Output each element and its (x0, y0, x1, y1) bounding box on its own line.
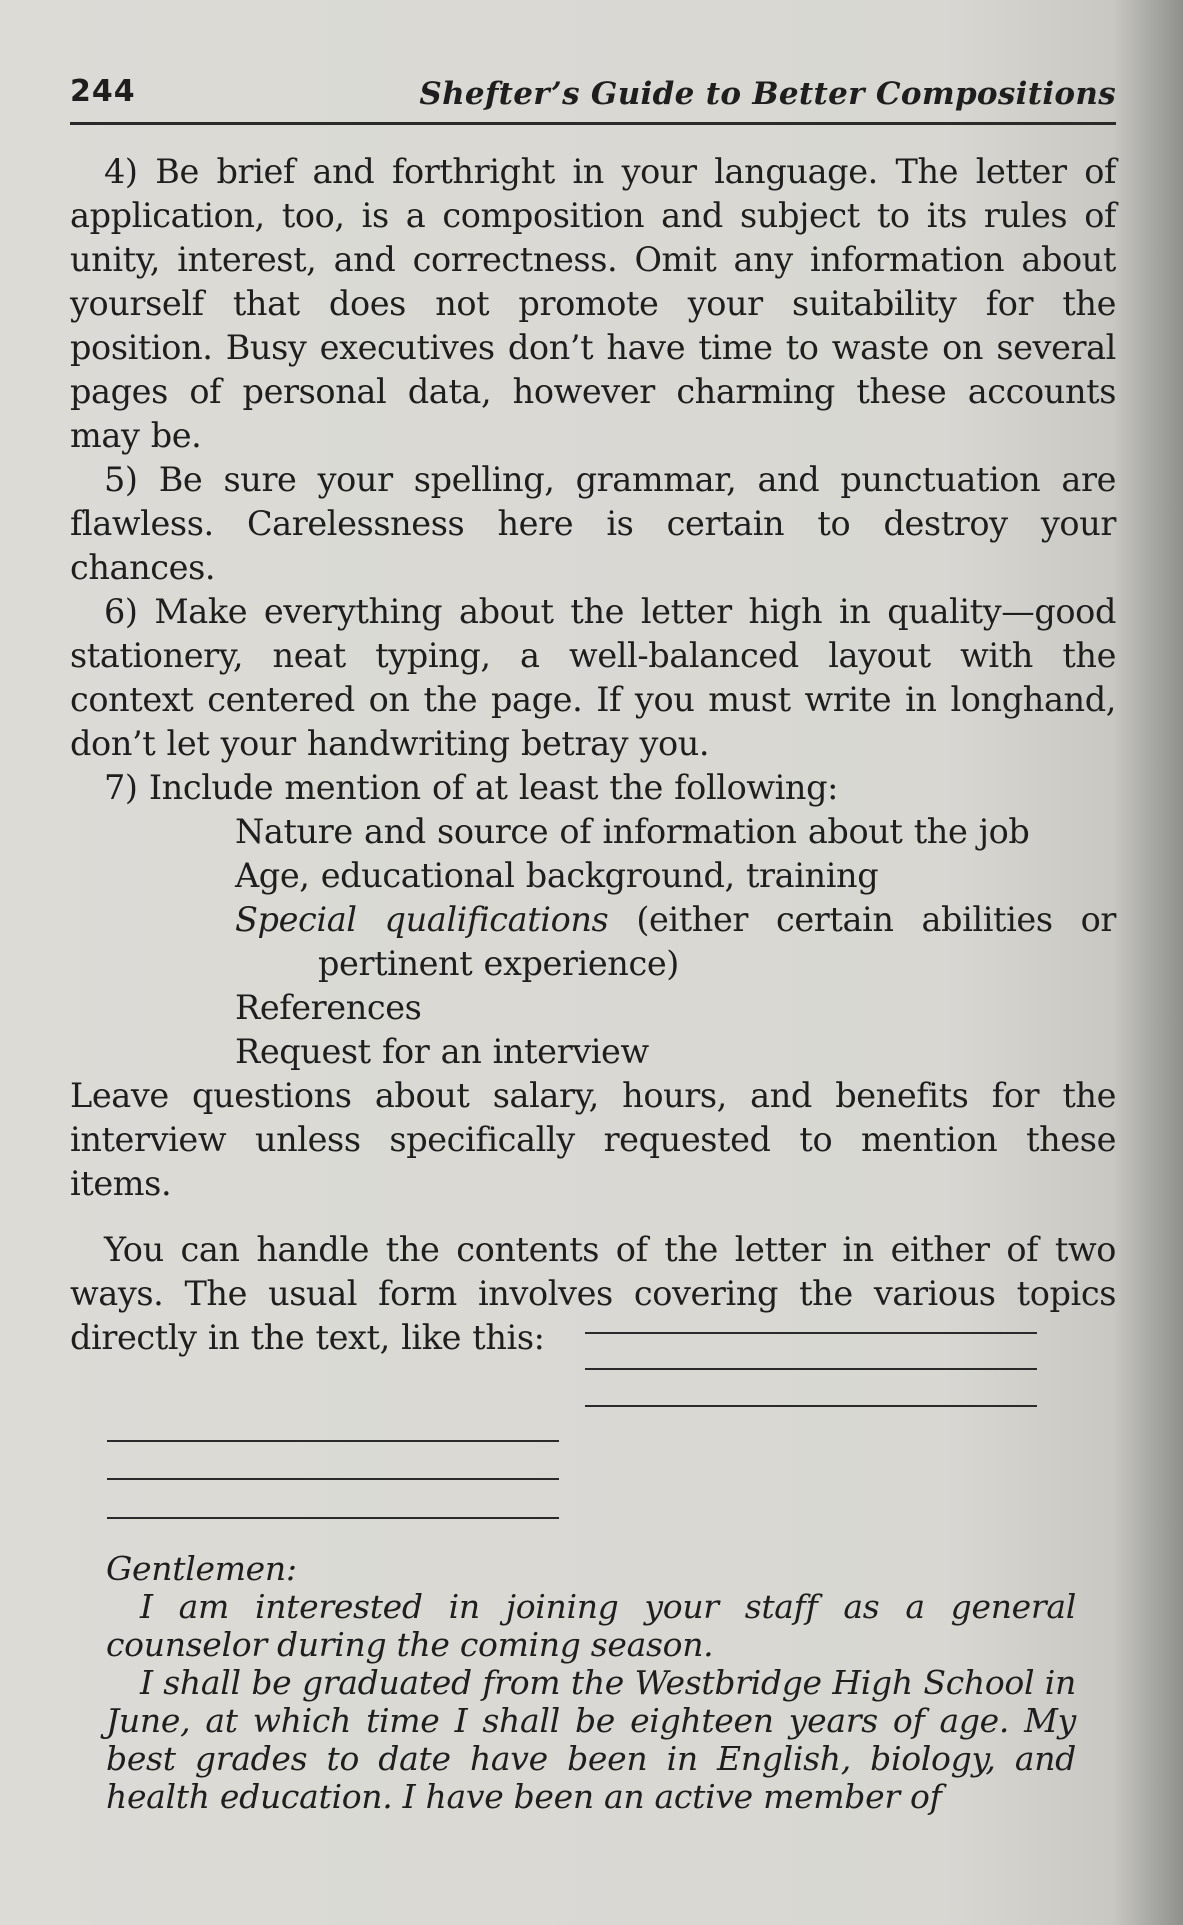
letter-paragraph-2: I shall be graduated from the Westbridge High School in June, at which time I shall be eighteen years of age. My best grades to date have been in English, biology, and health education. I have been an active member of (106, 1663, 1076, 1816)
paragraph-item-4: 4) Be brief and forthright in your language. The letter of application, too, is a composition and subject to its rules of unity, interest, and correctness. Omit any information about yourself that does not promote your suitability for the position. Busy executives don’t have time to waste on several pages of personal data, however charming these accounts may be. (70, 152, 1116, 455)
paragraph-item-7: 7) Include mention of at least the following: (104, 768, 839, 807)
inside-address-blank-line-1 (107, 1440, 559, 1442)
body-text (70, 150, 1116, 1360)
list-item-special (70, 898, 1116, 942)
inside-address-blank-line-3 (107, 1517, 559, 1519)
paragraph-item-6: 6) Make everything about the letter high in quality—good stationery, neat typing, a well-balanced layout with the context centered on the page. If you must write in longhand, don’t let your handwriting betray you. (70, 592, 1116, 763)
page-header (70, 70, 1116, 125)
heading-blank-line-1 (585, 1332, 1037, 1334)
special-qualifications-detail: (either certain abilities or (608, 900, 1116, 939)
inside-address-blank-line-2 (107, 1478, 559, 1480)
list-item-request: Request for an interview (235, 1032, 649, 1071)
heading-blank-line-3 (585, 1405, 1037, 1407)
list-item-special-continued: pertinent experience) (318, 944, 679, 983)
paragraph-item-5: 5) Be sure your spelling, grammar, and punctuation are flawless. Carelessness here is certain to destroy your chances. (70, 460, 1116, 587)
heading-blank-line-2 (585, 1368, 1037, 1370)
paragraph-handle-contents: You can handle the contents of the letter in either of two ways. The usual form involves covering the various topics directly in the text, like this: (70, 1230, 1116, 1357)
letter-paragraph-1: I am interested in joining your staff as a general counselor during the coming season. (106, 1587, 1076, 1664)
letter-salutation: Gentlemen: (106, 1549, 297, 1588)
running-title: Shefter’s Guide to Better Compositions (419, 76, 1116, 112)
special-qualifications-emphasis: Special qualifications (235, 900, 609, 939)
sample-letter (106, 1550, 1076, 1816)
list-item-references: References (235, 988, 422, 1027)
paragraph-leave-questions: Leave questions about salary, hours, and benefits for the interview unless specifically requested to mention these items. (70, 1076, 1116, 1203)
list-item-nature: Nature and source of information about the job (235, 812, 1030, 851)
page-number: 244 (70, 74, 136, 109)
list-item-age: Age, educational background, training (235, 856, 879, 895)
